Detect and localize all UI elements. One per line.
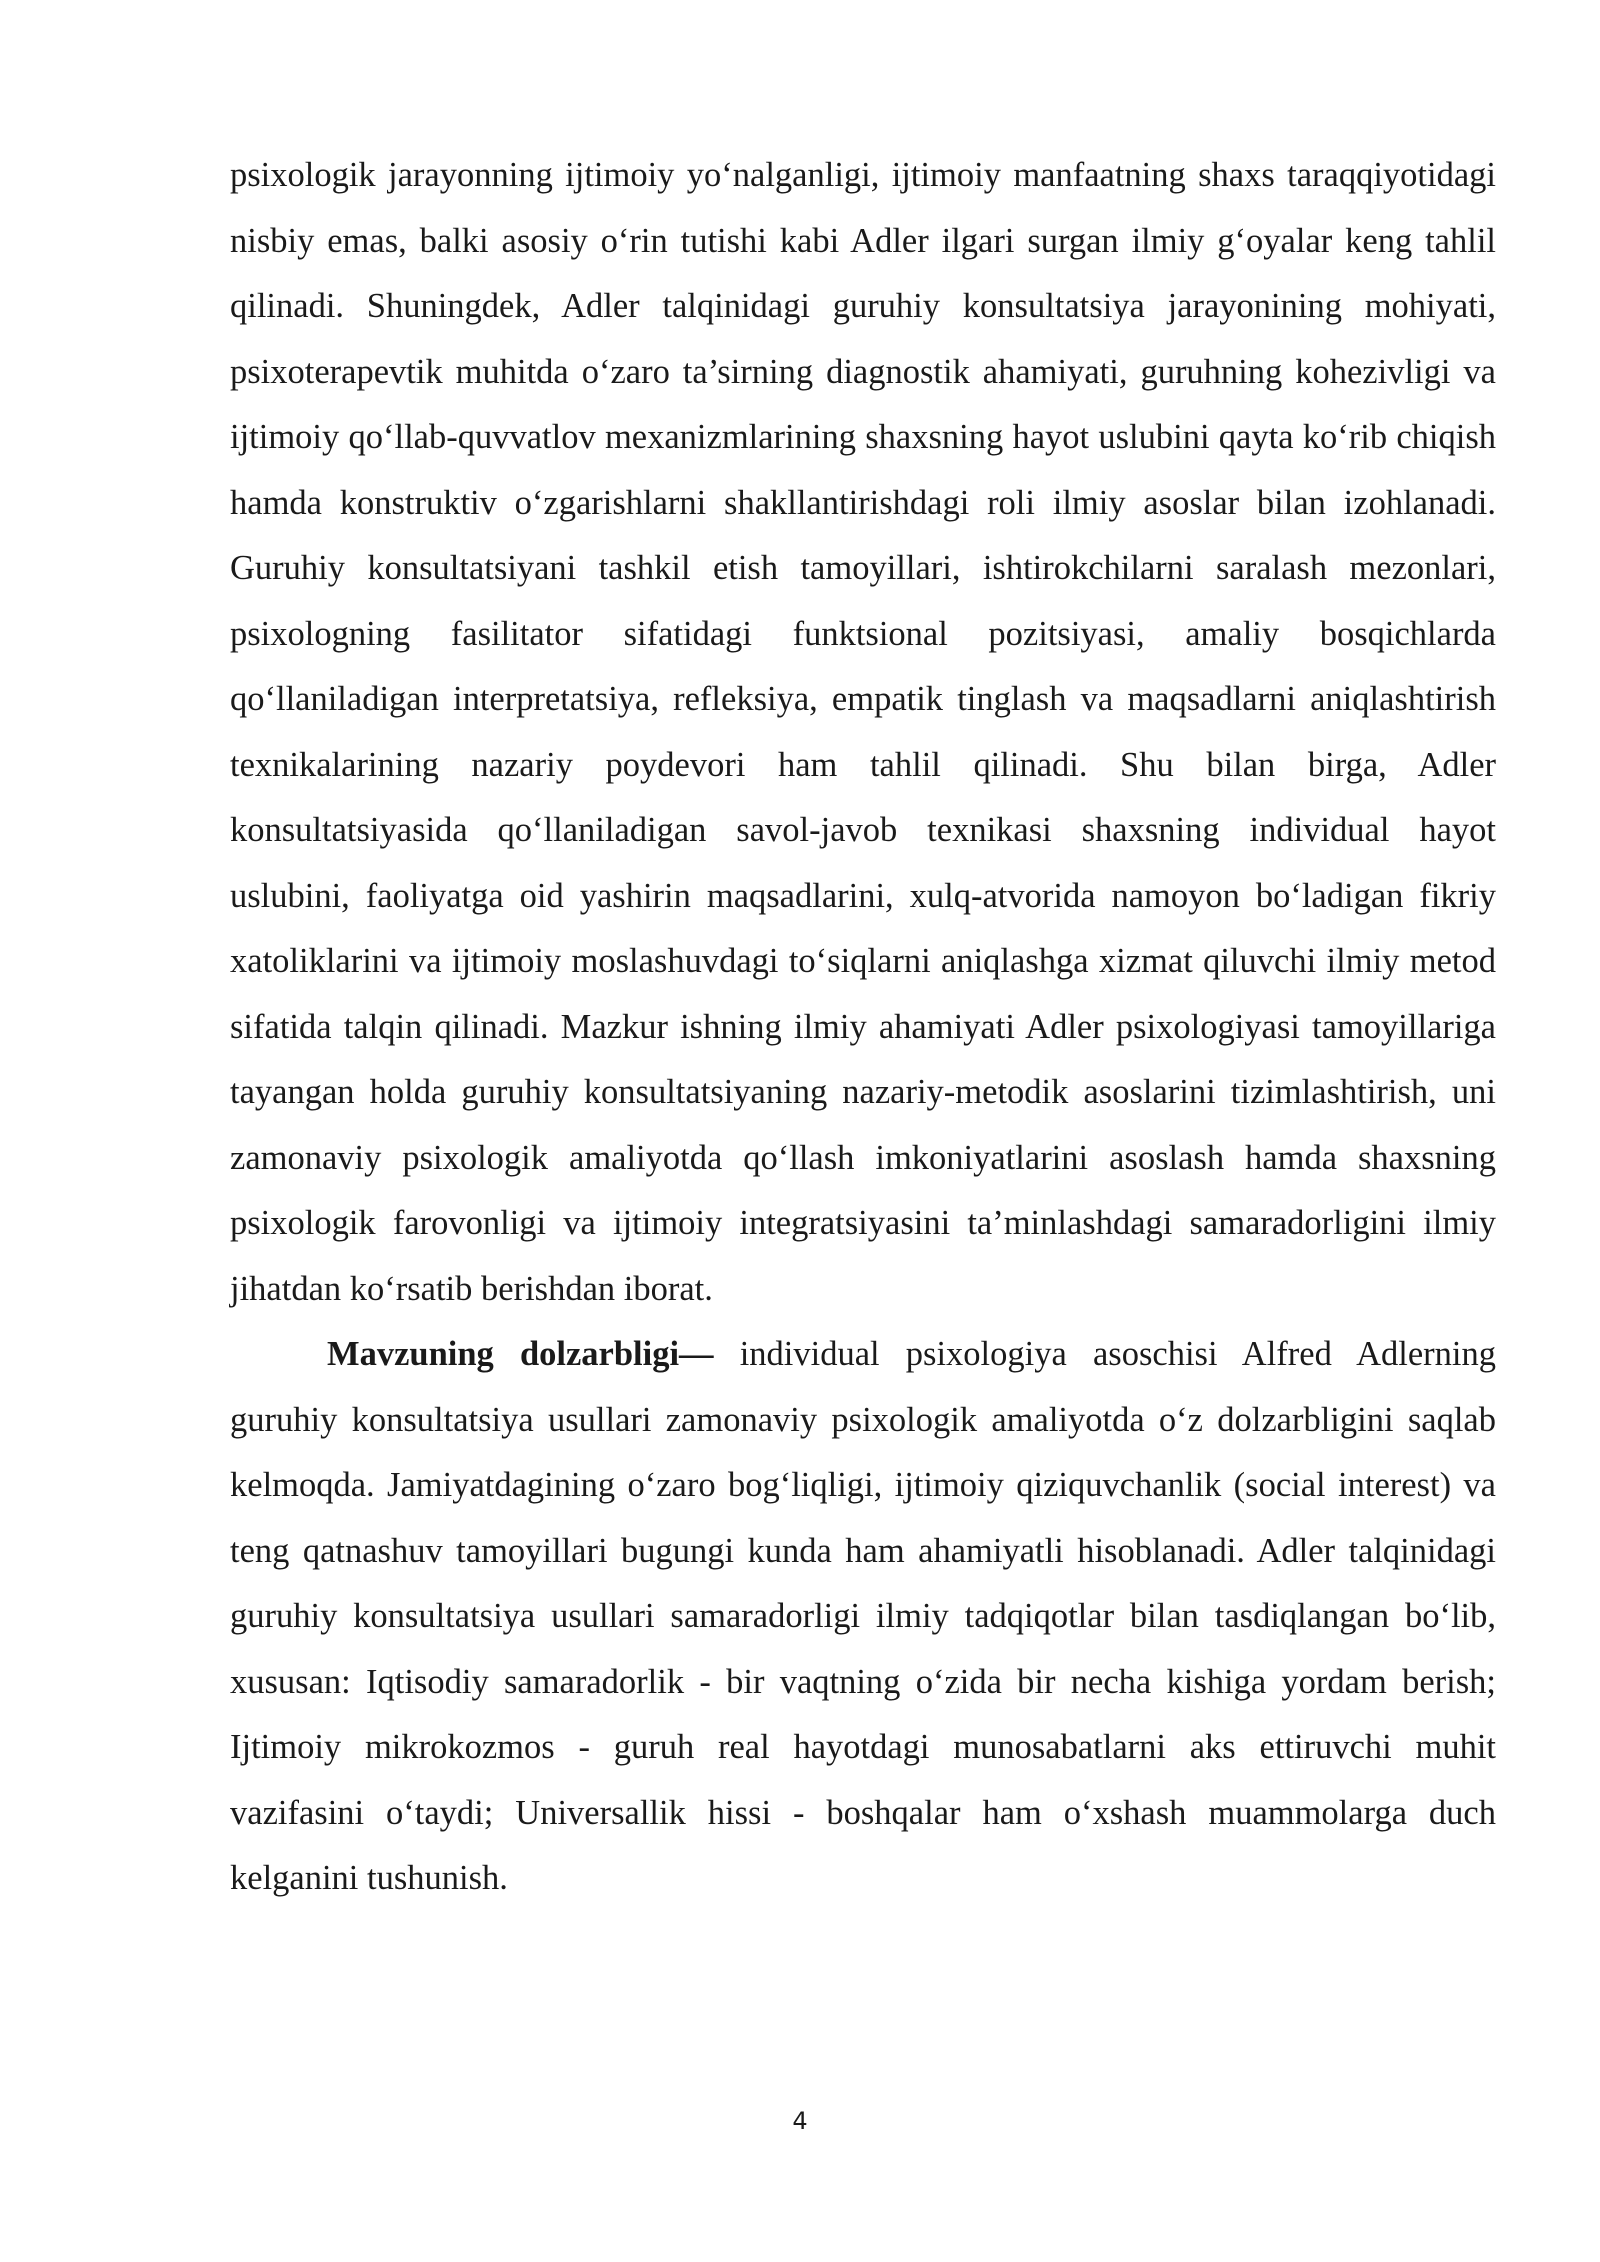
relevance-heading: Mavzuning dolzarbligi— — [327, 1335, 714, 1373]
body-text — [230, 143, 1496, 1912]
paragraph-adler-analysis: psixologik jarayonning ijtimoiy yo‘nalganligi, ijtimoiy manfaatning shaxs taraqqiyotidagi nisbiy emas, balki asosiy o‘rin tutishi kabi Adler ilgari surgan ilmiy g‘oyalar keng tahlil qilinadi. Shuningdek, Adler talqinidagi guruhiy konsultatsiya jarayonining mohiyati, psixoterapevtik muhitda o‘zaro ta’sirning diagnostik ahamiyati, guruhning kohezivligi va ijtimoiy qo‘llab-quvvatlov mexanizmlarining shaxsning hayot uslubini qayta ko‘rib chiqish hamda konstruktiv o‘zgarishlarni shakllantirishdagi roli ilmiy asoslar bilan izohlanadi. Guruhiy konsultatsiyani tashkil etish tamoyillari, ishtirokchilarni saralash mezonlari, psixologning fasilitator sifatidagi funktsional pozitsiyasi, amaliy bosqichlarda qo‘llaniladigan interpretatsiya, refleksiya, empatik tinglash va maqsadlarni aniqlashtirish texnikalarining nazariy poydevori ham tahlil qilinadi. Shu bilan birga, Adler konsultatsiyasida qo‘llaniladigan savol-javob texnikasi shaxsning individual hayot uslubini, faoliyatga oid yashirin maqsadlarini, xulq-atvorida namoyon bo‘ladigan fikriy xatoliklarini va ijtimoiy moslashuvdagi to‘siqlarni aniqlashga xizmat qiluvchi ilmiy metod sifatida talqin qilinadi. Mazkur ishning ilmiy ahamiyati Adler psixologiyasi tamoyillariga tayangan holda guruhiy konsultatsiyaning nazariy-metodik asoslarini tizimlashtirish, uni zamonaviy psixologik amaliyotda qo‘llash imkoniyatlarini asoslash hamda shaxsning psixologik farovonligi va ijtimoiy integratsiyasini ta’minlashdagi samaradorligini ilmiy jihatdan ko‘rsatib berishdan iborat. — [230, 156, 1496, 1308]
page-number: 4 — [792, 2107, 808, 2135]
relevance-body: individual psixologiya asoschisi Alfred Adlerning guruhiy konsultatsiya usullari zamonaviy psixologik amaliyotda o‘z dolzarbligini saqlab kelmoqda. Jamiyatdagining o‘zaro bog‘liqligi, ijtimoiy qiziquvchanlik (social interest) va teng qatnashuv tamoyillari bugungi kunda ham ahamiyatli hisoblanadi. Adler talqinidagi guruhiy konsultatsiya usullari samaradorligi ilmiy tadqiqotlar bilan tasdiqlangan bo‘lib, xususan: Iqtisodiy samaradorlik - bir vaqtning o‘zida bir necha kishiga yordam berish; Ijtimoiy mikrokozmos - guruh real hayotdagi munosabatlarni aks ettiruvchi muhit vazifasini o‘taydi; Universallik hissi - boshqalar ham o‘xshash muammolarga duch kelganini tushunish. — [230, 1335, 1496, 1897]
paragraph-relevance — [230, 1322, 1496, 1912]
